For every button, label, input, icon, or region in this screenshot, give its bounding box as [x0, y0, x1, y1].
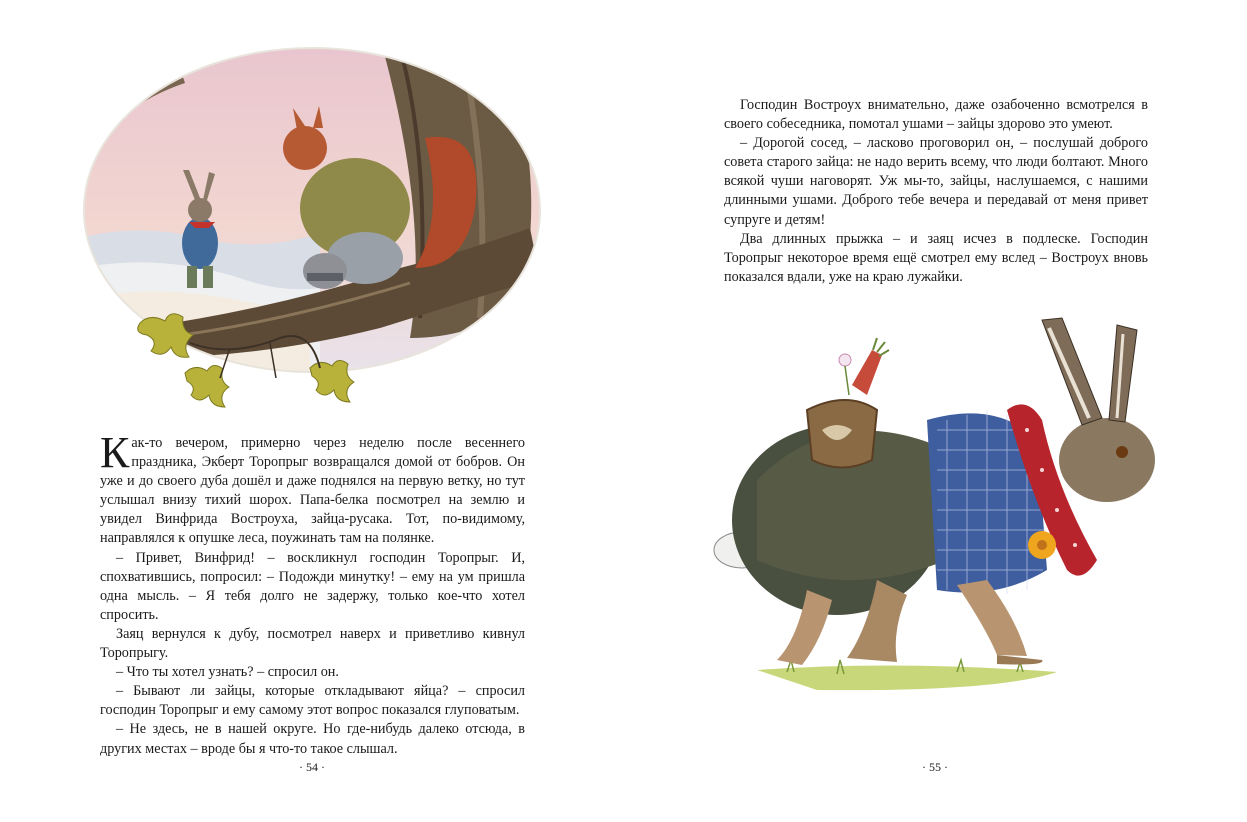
paragraph	[100, 428, 525, 549]
right-page	[627, 0, 1247, 822]
paragraph: – Бывают ли зайцы, которые откладывают яйца? – спросил господин Торопрыг и ему самому этот вопрос показался глуповатым.	[100, 683, 525, 719]
left-text-column	[100, 428, 525, 759]
paragraph: Заяц вернулся к дубу, посмотрел наверх и приветливо кивнул Торопрыгу.	[100, 625, 525, 662]
right-text-column	[724, 96, 1148, 287]
drop-cap: К	[100, 428, 130, 477]
page-number: · 54 ·	[299, 760, 325, 774]
left-page	[0, 0, 620, 822]
paragraph-text: ак-то вечером, примерно через неделю после весеннего праздника, Экберт Торопрыг возвращался домой от бобров. Он уже и до своего дуба дошёл и даже поднялся на первую ветку, но тут услышал внизу тихий шорох. Папа-белка посмотрел на землю и увидел Винфрида Востроуха, зайца-русака. Тот, по-видимому, направлялся к опушке леса, поужинать там на полянке.	[100, 435, 525, 547]
paragraph: – Что ты хотел узнать? – спросил он.	[116, 664, 339, 681]
paragraph: – Привет, Винфрид! – воскликнул господин Торопрыг. И, спохватившись, попросил: – Подожди минутку! – ему на ум пришла одна мысль. – Я тебя долго не задержу, только кое-что хотел спросить.	[100, 549, 525, 623]
running-hare-illustration	[697, 300, 1187, 720]
paragraph: – Дорогой сосед, – ласково проговорил он, – послушай доброго совета старого зайца: не надо верить всему, что люди болтают. Много всякой чуши наговорят. Уж мы-то, зайцы, наслушаемся, с нашими длинными ушами. Доброго тебе вечера и передавай от меня привет супруге и детям!	[724, 135, 1148, 228]
paragraph: Два длинных прыжка – и заяц исчез в подлеске. Господин Торопрыг некоторое время ещё смотрел ему вслед – Востроух вновь показался вдали, уже на краю лужайки.	[724, 230, 1148, 285]
paragraph: – Не здесь, не в нашей округе. Но где-нибудь далеко отсюда, в других местах – вроде бы я что-то такое слышал.	[100, 721, 525, 757]
paragraph: Господин Востроух внимательно, даже озабоченно всмотрелся в своего собеседника, помотал ушами – зайцы здорово это умеют.	[724, 97, 1148, 133]
squirrel-and-hare-illustration	[80, 38, 550, 418]
page-number: · 55 ·	[922, 760, 948, 774]
